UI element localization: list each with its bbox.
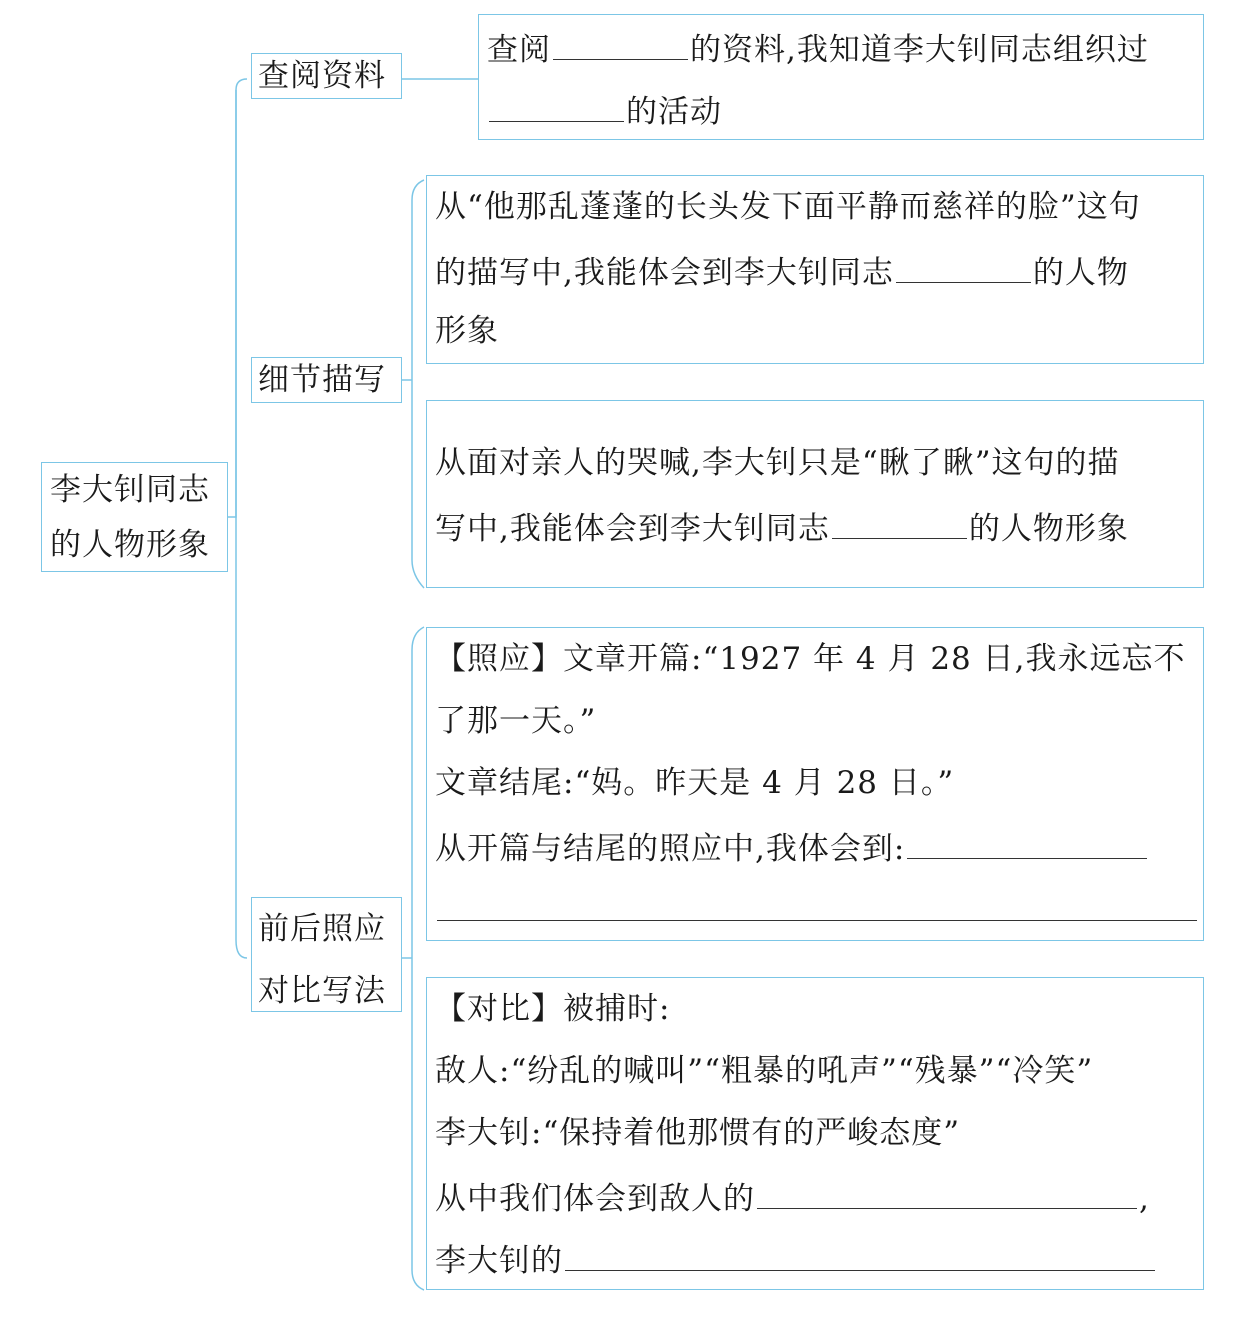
research-text-2: 的资料,我知道李大钊同志组织过: [690, 32, 1149, 68]
contrast-text-4: 从中我们体会到敌人的: [435, 1181, 755, 1217]
branch-label-echo: 前后照应: [258, 911, 386, 947]
branch-label-research: [251, 53, 402, 99]
detail1-text-2: 的人物: [1032, 255, 1129, 291]
branch-label-contrast: 对比写法: [258, 973, 386, 1009]
central-topic-line2: 的人物形象: [50, 527, 210, 563]
branch-label-detail-text: 细节描写: [258, 362, 386, 398]
blank-enemy-trait[interactable]: [757, 1164, 1137, 1209]
echo-line5: [435, 876, 1197, 938]
research-line1: [487, 15, 1197, 77]
contrast-comma: ,: [1139, 1181, 1150, 1217]
branch-label-research-text: 查阅资料: [258, 58, 386, 94]
detail1-text-1: 的描写中,我能体会到李大钊同志: [435, 255, 894, 291]
branch-label-echo-contrast: [251, 897, 402, 1012]
blank-echo-answer-2[interactable]: [437, 876, 1197, 921]
contrast-line4: [435, 1164, 1197, 1226]
blank-detail-image-2[interactable]: [832, 494, 967, 539]
echo-line2: 了那一天。”: [435, 703, 597, 739]
connector-branch1: [228, 79, 247, 517]
blank-li-dazhao-trait[interactable]: [565, 1226, 1155, 1271]
detail2-line1: 从面对亲人的哭喊,李大钊只是“瞅了瞅”这句的描: [435, 445, 1120, 481]
blank-research-activity[interactable]: [489, 77, 624, 122]
central-topic-box: [41, 462, 228, 572]
detail1-line2: [435, 238, 1197, 300]
branch-label-detail: [251, 357, 402, 403]
contrast-line5: [435, 1226, 1197, 1288]
central-topic-line1: 李大钊同志: [50, 472, 210, 508]
detail2-text-1: 写中,我能体会到李大钊同志: [435, 511, 830, 547]
blank-echo-answer-1[interactable]: [907, 814, 1147, 859]
detail2-text-2: 的人物形象: [968, 511, 1129, 547]
contrast-box: [426, 977, 1204, 1290]
blank-research-material[interactable]: [553, 15, 688, 60]
research-box: [478, 14, 1204, 140]
blank-detail-image-1[interactable]: [896, 238, 1031, 283]
research-text-1: 查阅: [487, 32, 551, 68]
contrast-line3: 李大钊:“保持着他那惯有的严峻态度”: [435, 1115, 961, 1151]
detail2-line2: [435, 494, 1197, 556]
echo-line3: 文章结尾:“妈。昨天是 4 月 28 日。”: [435, 765, 955, 801]
detail1-line3: 形象: [435, 313, 499, 349]
bracket-branch3: [412, 627, 424, 1290]
detail-box-1: [426, 175, 1204, 364]
contrast-line1: 【对比】被捕时:: [435, 991, 671, 1027]
echo-text-4: 从开篇与结尾的照应中,我体会到:: [435, 831, 906, 867]
contrast-line2: 敌人:“纷乱的喊叫”“粗暴的吼声”“残暴”“冷笑”: [435, 1053, 1094, 1089]
echo-box: [426, 627, 1204, 941]
detail-box-2: [426, 400, 1204, 588]
research-text-3: 的活动: [626, 94, 722, 130]
echo-line4: [435, 814, 1197, 876]
detail1-line1: 从“他那乱蓬蓬的长头发下面平静而慈祥的脸”这句: [435, 189, 1141, 225]
research-line2: [487, 77, 1197, 139]
contrast-text-5: 李大钊的: [435, 1243, 563, 1279]
bracket-branch2: [412, 180, 424, 588]
echo-line1: 【照应】文章开篇:“1927 年 4 月 28 日,我永远忘不: [435, 641, 1186, 677]
connector-branch3: [236, 380, 247, 958]
